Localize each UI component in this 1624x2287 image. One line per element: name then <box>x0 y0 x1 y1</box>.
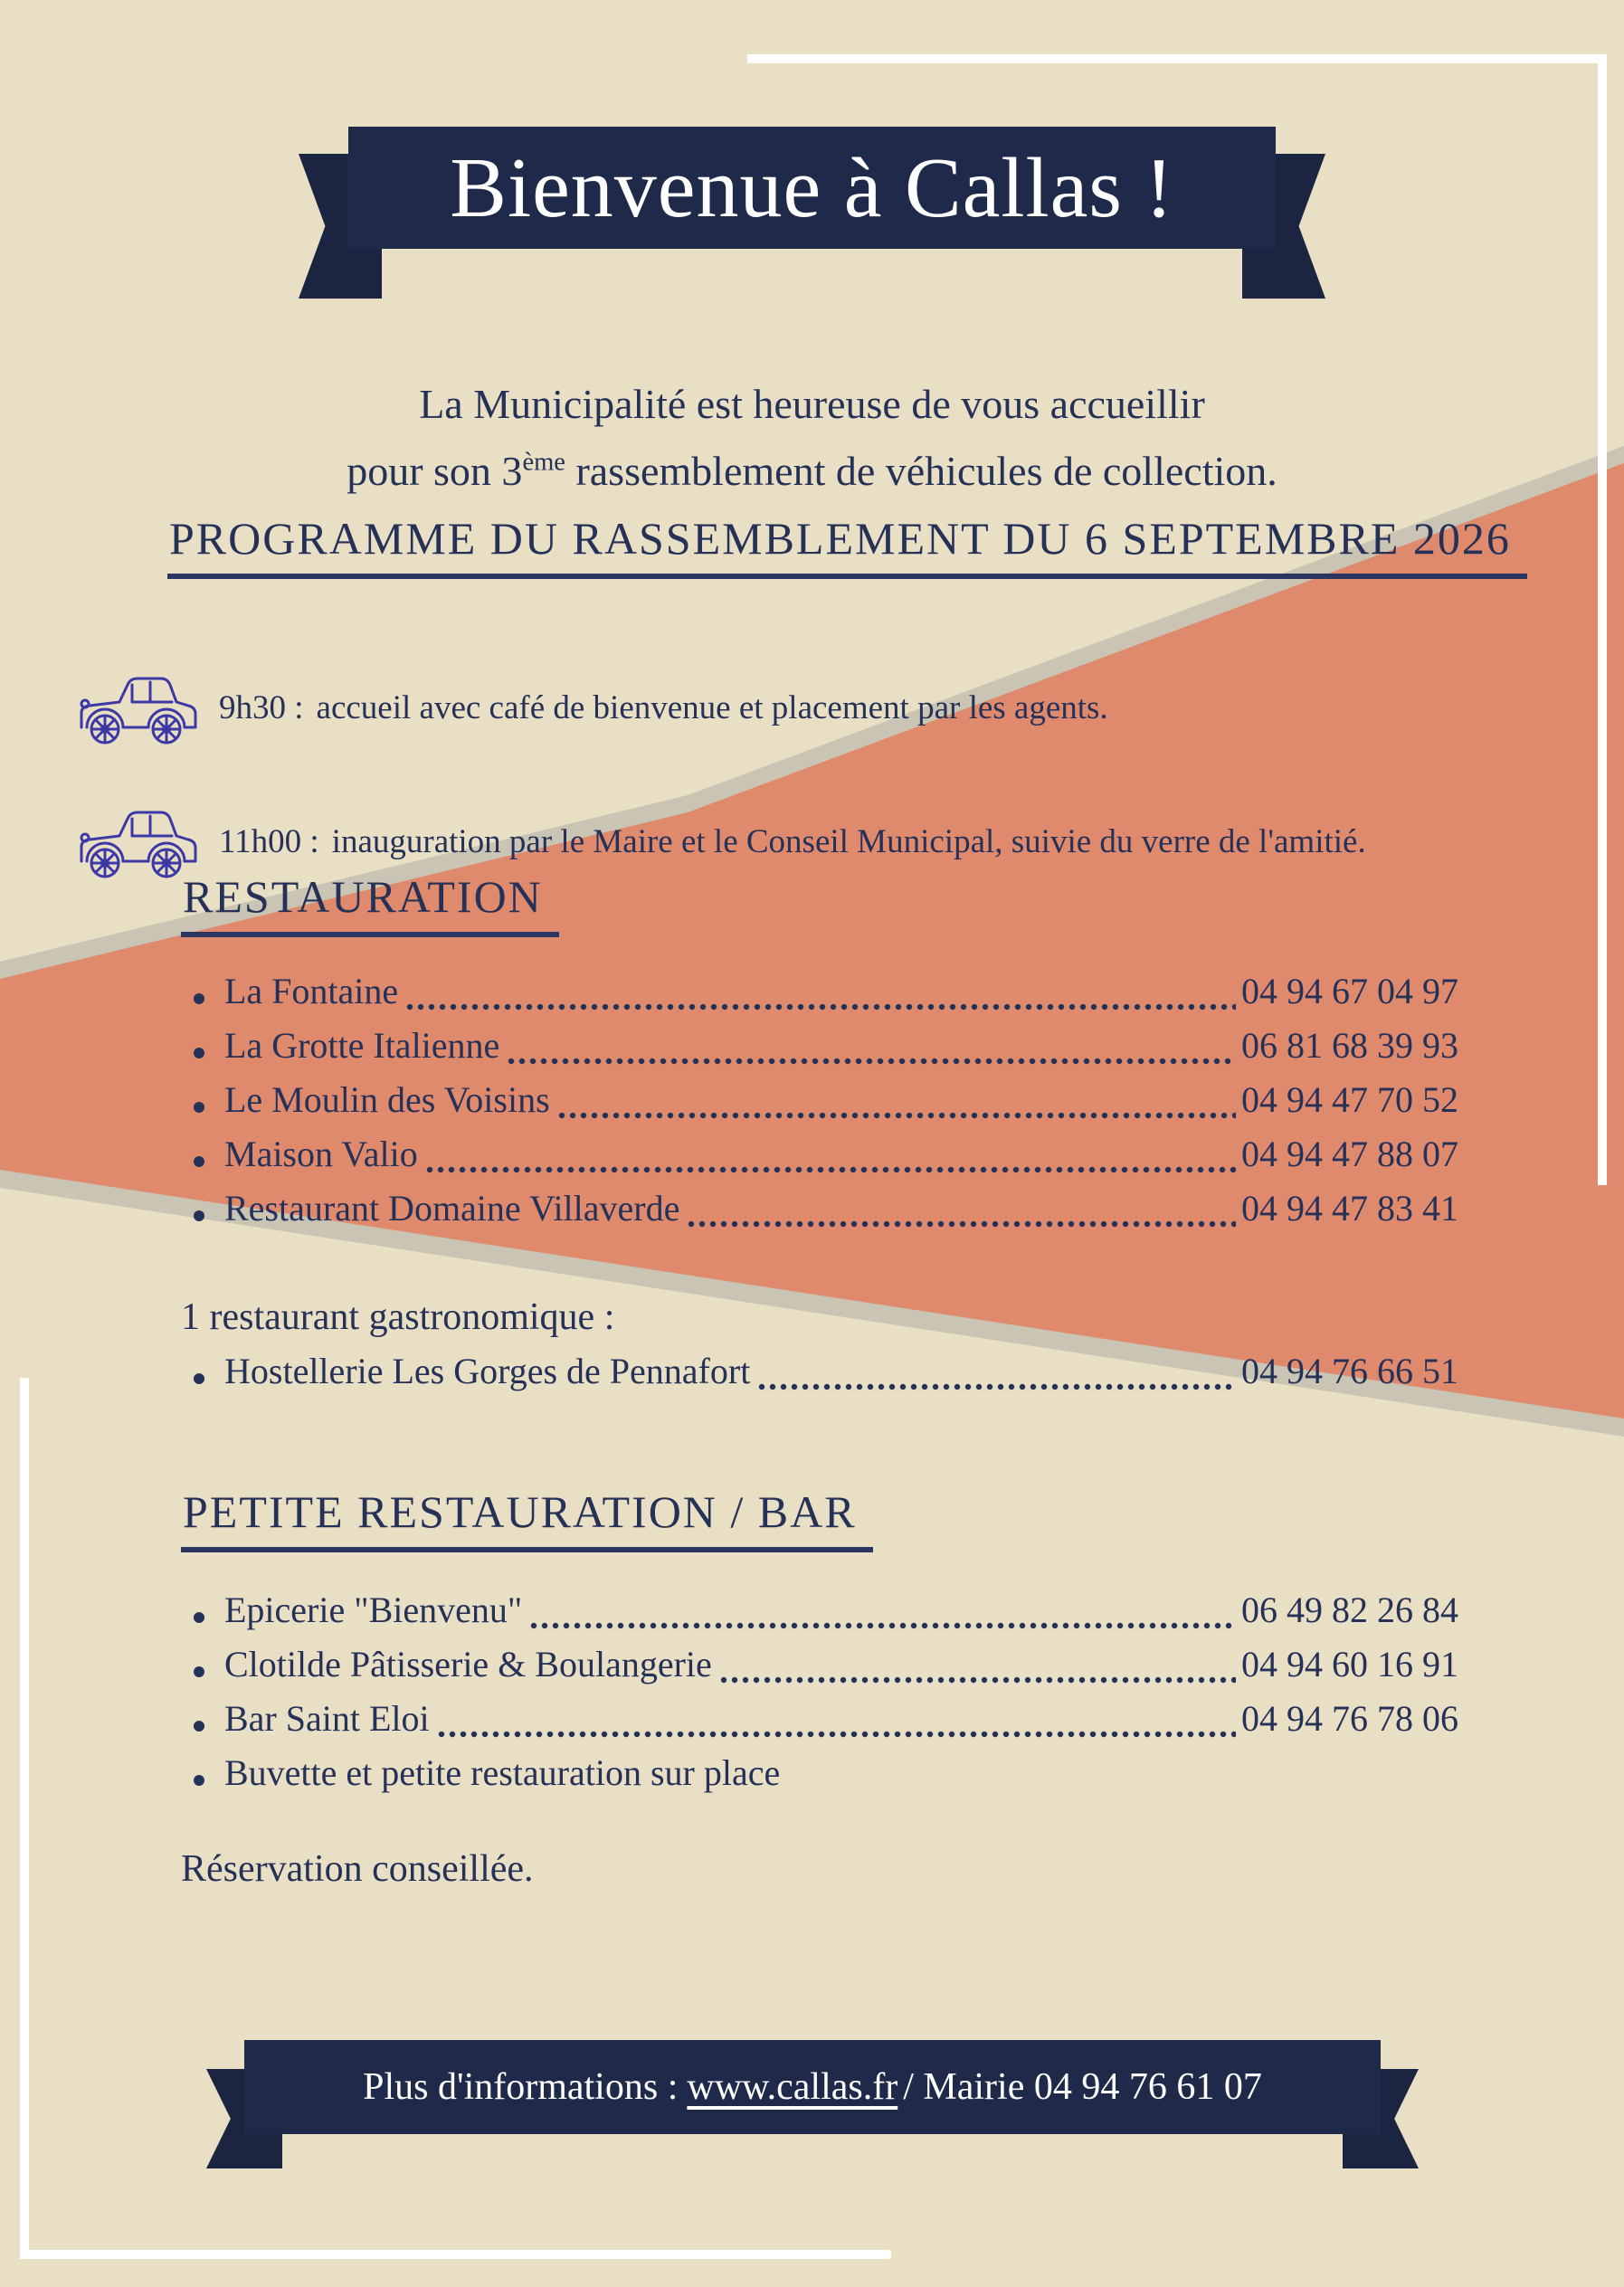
restauration-list <box>192 970 1458 1241</box>
footer-info <box>244 2040 1381 2134</box>
list-item <box>192 1350 1458 1404</box>
bullet-icon <box>192 1697 224 1751</box>
petite-restauration-heading-wrap <box>181 1485 873 1552</box>
item-phone: 06 49 82 26 84 <box>1241 1590 1458 1630</box>
intro-line-1: La Municipalité est heureuse de vous accueillir <box>419 381 1205 427</box>
dot-leader <box>719 1675 1236 1684</box>
bullet-icon <box>192 1751 224 1806</box>
bullet-icon <box>192 970 224 1024</box>
item-phone: 04 94 47 70 52 <box>1241 1079 1458 1120</box>
dot-leader <box>687 1219 1236 1229</box>
program-heading: PROGRAMME DU RASSEMBLEMENT DU 6 SEPTEMBRE 2026 <box>167 512 1527 579</box>
list-item <box>192 970 1458 1024</box>
item-name: Maison Valio <box>224 1134 418 1174</box>
item-name: Buvette et petite restauration sur place <box>224 1752 781 1793</box>
intro-line-2-ordinal: ème <box>522 448 565 477</box>
item-phone: 06 81 68 39 93 <box>1241 1025 1458 1066</box>
intro-line-2-prefix: pour son 3 <box>347 448 523 494</box>
schedule-text <box>219 822 1366 861</box>
bullet-icon <box>192 1643 224 1697</box>
gastro-label: 1 restaurant gastronomique : <box>181 1296 615 1338</box>
footer-ribbon <box>206 2040 1419 2171</box>
item-phone: 04 94 76 78 06 <box>1241 1698 1458 1739</box>
item-name: La Fontaine <box>224 971 399 1011</box>
dot-leader <box>405 1002 1236 1011</box>
dot-leader <box>437 1730 1236 1739</box>
bullet-icon <box>192 1024 224 1078</box>
list-item <box>192 1187 1458 1241</box>
restauration-heading-wrap <box>181 870 559 937</box>
schedule-text <box>219 688 1108 727</box>
list-item <box>192 1751 1458 1806</box>
intro-line-2 <box>0 447 1624 495</box>
bullet-icon <box>192 1187 224 1241</box>
frame-line-bottom <box>20 2250 891 2259</box>
bullet-icon <box>192 1350 224 1404</box>
item-phone: 04 94 47 88 07 <box>1241 1134 1458 1174</box>
dot-leader <box>529 1621 1236 1630</box>
schedule-time: 11h00 : <box>219 822 319 860</box>
petite-restauration-list <box>192 1589 1458 1806</box>
list-item <box>192 1133 1458 1187</box>
frame-line-right <box>1598 54 1607 1185</box>
item-name: Le Moulin des Voisins <box>224 1079 550 1120</box>
schedule-description: inauguration par le Maire et le Conseil Municipal, suivie du verre de l'amitié. <box>331 822 1366 860</box>
restauration-heading: RESTAURATION <box>181 870 559 937</box>
bullet-icon <box>192 1133 224 1187</box>
schedule-time: 9h30 : <box>219 688 304 726</box>
petite-restauration-heading: PETITE RESTAURATION / BAR <box>181 1485 873 1552</box>
website-link[interactable]: www.callas.fr <box>687 2066 898 2108</box>
item-name: La Grotte Italienne <box>224 1025 500 1066</box>
bullet-icon <box>192 1078 224 1133</box>
frame-line-top <box>747 54 1605 63</box>
list-item <box>192 1697 1458 1751</box>
item-name: Hostellerie Les Gorges de Pennafort <box>224 1351 751 1391</box>
frame-line-left <box>20 1378 29 2259</box>
reservation-note: Réservation conseillée. <box>181 1848 534 1890</box>
item-phone: 04 94 47 83 41 <box>1241 1188 1458 1229</box>
footer-suffix: / Mairie 04 94 76 61 07 <box>903 2066 1262 2108</box>
page-title: Bienvenue à Callas ! <box>348 127 1276 249</box>
schedule-row <box>71 662 1572 753</box>
dot-leader <box>757 1382 1236 1391</box>
list-item <box>192 1078 1458 1133</box>
item-name: Restaurant Domaine Villaverde <box>224 1188 680 1229</box>
bullet-icon <box>192 1589 224 1643</box>
gastro-list <box>192 1350 1458 1404</box>
item-name: Bar Saint Eloi <box>224 1698 430 1739</box>
list-item <box>192 1643 1458 1697</box>
title-ribbon <box>299 127 1325 303</box>
schedule-description: accueil avec café de bienvenue et placement par les agents. <box>316 688 1108 726</box>
vintage-car-icon <box>71 664 203 751</box>
list-item <box>192 1024 1458 1078</box>
item-name: Epicerie "Bienvenu" <box>224 1590 523 1630</box>
item-phone: 04 94 60 16 91 <box>1241 1644 1458 1684</box>
footer-prefix: Plus d'informations : <box>363 2066 679 2108</box>
intro-line-2-suffix: rassemblement de véhicules de collection. <box>565 448 1277 494</box>
list-item <box>192 1589 1458 1643</box>
dot-leader <box>557 1111 1236 1120</box>
item-phone: 04 94 76 66 51 <box>1241 1351 1458 1391</box>
item-name: Clotilde Pâtisserie & Boulangerie <box>224 1644 712 1684</box>
dot-leader <box>507 1057 1236 1066</box>
program-heading-wrap <box>167 512 1527 579</box>
dot-leader <box>425 1165 1236 1174</box>
item-phone: 04 94 67 04 97 <box>1241 971 1458 1011</box>
